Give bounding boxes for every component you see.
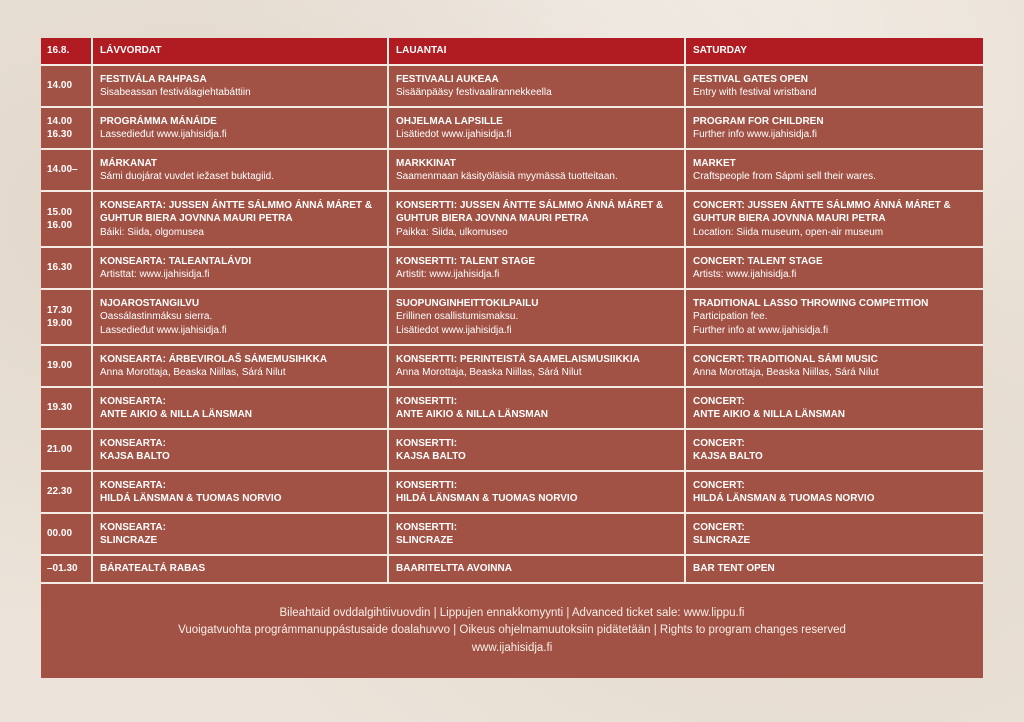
cell-sami: [93, 150, 389, 192]
cell-sami: [93, 66, 389, 108]
cell-sami: [93, 290, 389, 346]
schedule-row: [41, 248, 983, 290]
cell-sami: [93, 430, 389, 472]
event-details: Location: Siida museum, open-air museum: [693, 226, 884, 238]
event-title: MARKKINAT: [396, 157, 456, 169]
cell-sami: [93, 556, 389, 584]
event-details: Paikka: Siida, ulkomuseo: [396, 226, 508, 238]
cell-english: [686, 108, 983, 150]
event-details: Entry with festival wristband: [693, 87, 817, 98]
event-details: Sisabeassan festiválagiehtabáttiin: [100, 87, 251, 98]
event-title: KONSERTTI: JUSSEN ÁNTTE SÁLMMO ÁNNÁ MÁRET & GUHTUR BIERA JOVNNA MAURI PETRA: [396, 199, 664, 225]
event-details: Lassedieđut www.ijahisidja.fi: [100, 129, 227, 140]
cell-english: [686, 290, 983, 346]
event-details: Erillinen osallistumismaksu. Lisätiedot www.ijahisidja.fi: [396, 311, 519, 336]
event-title: KONSEARTA: SLINCRAZE: [100, 521, 166, 546]
event-details: Anna Morottaja, Beaska Niillas, Sárá Nilut: [693, 367, 879, 378]
event-title: CONCERT: HILDÁ LÄNSMAN & TUOMAS NORVIO: [693, 479, 875, 504]
cell-finnish: [389, 290, 686, 346]
schedule-sheet: [41, 38, 983, 678]
event-title: OHJELMAA LAPSILLE: [396, 115, 503, 127]
event-title: MARKET: [693, 157, 736, 169]
event-title: KONSERTTI: PERINTEISTÄ SAAMELAISMUSIIKKIA: [396, 353, 640, 365]
event-title: TRADITIONAL LASSO THROWING COMPETITION: [693, 297, 929, 309]
footer-note: [41, 584, 983, 678]
event-title: CONCERT: TRADITIONAL SÁMI MUSIC: [693, 353, 878, 365]
cell-english: [686, 430, 983, 472]
event-title: PROGRAM FOR CHILDREN: [693, 115, 824, 127]
event-title: FESTIVAL GATES OPEN: [693, 73, 809, 85]
event-title: BAR TENT OPEN: [693, 563, 775, 575]
cell-finnish: [389, 346, 686, 388]
event-details: Artisttat: www.ijahisidja.fi: [100, 269, 210, 280]
header-date: 16.8.: [41, 38, 93, 66]
header-english: SATURDAY: [686, 38, 983, 66]
schedule-row: [41, 108, 983, 150]
event-title: KONSEARTA: ÁRBEVIROLAŠ SÁMEMUSIHKKA: [100, 353, 328, 365]
row-time: 19.30: [41, 388, 93, 430]
schedule-row: [41, 346, 983, 388]
row-time: 16.30: [41, 248, 93, 290]
cell-finnish: [389, 388, 686, 430]
cell-english: [686, 248, 983, 290]
event-title: PROGRÁMMA MÁNÁIDE: [100, 115, 217, 127]
event-title: KONSERTTI: HILDÁ LÄNSMAN & TUOMAS NORVIO: [396, 479, 578, 504]
event-title: CONCERT: JUSSEN ÁNTTE SÁLMMO ÁNNÁ MÁRET & GUHTUR BIERA JOVNNA MAURI PETRA: [693, 199, 951, 225]
row-time: 14.00 16.30: [41, 108, 93, 150]
event-details: Artistit: www.ijahisidja.fi: [396, 269, 500, 280]
row-time: 17.30 19.00: [41, 290, 93, 346]
schedule-row: [41, 150, 983, 192]
cell-sami: [93, 514, 389, 556]
row-time: 15.00 16.00: [41, 192, 93, 248]
schedule-row: [41, 556, 983, 584]
cell-finnish: [389, 66, 686, 108]
event-details: Báiki: Siida, olgomusea: [100, 226, 204, 238]
event-details: Anna Morottaja, Beaska Niillas, Sárá Nilut: [396, 367, 582, 378]
event-title: CONCERT: KAJSA BALTO: [693, 437, 763, 462]
cell-sami: [93, 108, 389, 150]
event-title: KONSERTTI: KAJSA BALTO: [396, 437, 466, 462]
cell-english: [686, 150, 983, 192]
cell-finnish: [389, 192, 686, 248]
cell-finnish: [389, 514, 686, 556]
cell-sami: [93, 192, 389, 248]
footer-ticket-line: Bileahtaid ovddalgihtiivuovdin | Lippujen ennakkomyynti | Advanced ticket sale: www.lippu.fi: [279, 606, 745, 619]
event-title: KONSEARTA: KAJSA BALTO: [100, 437, 170, 462]
row-time: 19.00: [41, 346, 93, 388]
event-details: Participation fee. Further info at www.ijahisidja.fi: [693, 311, 829, 336]
event-title: KONSEARTA: HILDÁ LÄNSMAN & TUOMAS NORVIO: [100, 479, 282, 504]
header-sami: LÁVVORDAT: [93, 38, 389, 66]
event-title: BAARITELTTA AVOINNA: [396, 563, 512, 575]
schedule-row: [41, 472, 983, 514]
event-title: SUOPUNGINHEITTOKILPAILU: [396, 297, 539, 309]
row-time: 00.00: [41, 514, 93, 556]
cell-sami: [93, 388, 389, 430]
cell-finnish: [389, 472, 686, 514]
row-time: 22.30: [41, 472, 93, 514]
event-title: CONCERT: TALENT STAGE: [693, 255, 823, 267]
row-time: 14.00: [41, 66, 93, 108]
event-details: Artists: www.ijahisidja.fi: [693, 269, 797, 280]
event-title: NJOAROSTANGILVU: [100, 297, 200, 309]
cell-english: [686, 66, 983, 108]
schedule-row: [41, 430, 983, 472]
cell-english: [686, 514, 983, 556]
cell-english: [686, 472, 983, 514]
event-title: MÁRKANAT: [100, 157, 158, 169]
cell-sami: [93, 346, 389, 388]
schedule-row: [41, 290, 983, 346]
cell-finnish: [389, 108, 686, 150]
footer-rights-line: Vuoigatvuohta prográmmanuppástusaide doalahuvvo | Oikeus ohjelmamuutoksiin pidätetään | Rights to program changes reserved: [178, 624, 846, 637]
cell-sami: [93, 472, 389, 514]
cell-finnish: [389, 248, 686, 290]
schedule-row: [41, 192, 983, 248]
event-title: KONSEARTA: JUSSEN ÁNTTE SÁLMMO ÁNNÁ MÁRET & GUHTUR BIERA JOVNNA MAURI PETRA: [100, 199, 373, 225]
row-time: 21.00: [41, 430, 93, 472]
event-title: KONSEARTA: TALEANTALÁVDI: [100, 255, 252, 267]
event-title: FESTIVÁLA RAHPASA: [100, 73, 207, 85]
schedule-row: [41, 388, 983, 430]
cell-english: [686, 192, 983, 248]
event-details: Sámi duojárat vuvdet iežaset buktagiid.: [100, 171, 274, 182]
event-title: FESTIVAALI AUKEAA: [396, 73, 499, 85]
event-details: Craftspeople from Sápmi sell their wares.: [693, 171, 876, 182]
event-details: Saamenmaan käsityöläisiä myymässä tuotteitaan.: [396, 171, 618, 182]
cell-english: [686, 346, 983, 388]
event-title: BÁRATEALTÁ RABAS: [100, 563, 206, 575]
event-title: KONSERTTI: SLINCRAZE: [396, 521, 458, 546]
event-title: KONSERTTI: TALENT STAGE: [396, 255, 536, 267]
cell-english: [686, 388, 983, 430]
schedule-row: [41, 514, 983, 556]
event-details: Further info www.ijahisidja.fi: [693, 129, 817, 140]
cell-finnish: [389, 430, 686, 472]
cell-sami: [93, 248, 389, 290]
schedule-table: [41, 38, 983, 584]
schedule-row: [41, 66, 983, 108]
event-title: CONCERT: SLINCRAZE: [693, 521, 751, 546]
footer-website-link[interactable]: www.ijahisidja.fi: [471, 641, 553, 654]
cell-finnish: [389, 150, 686, 192]
event-details: Sisäänpääsy festivaalirannekkeella: [396, 87, 552, 98]
row-time: –01.30: [41, 556, 93, 584]
cell-english: [686, 556, 983, 584]
header-finnish: LAUANTAI: [389, 38, 686, 66]
event-details: Oassálastinmáksu sierra. Lassedieđut www.ijahisidja.fi: [100, 311, 227, 336]
event-title: CONCERT: ANTE AIKIO & NILLA LÄNSMAN: [693, 395, 846, 420]
cell-finnish: [389, 556, 686, 584]
event-title: KONSEARTA: ANTE AIKIO & NILLA LÄNSMAN: [100, 395, 253, 420]
header-row: [41, 38, 983, 66]
event-title: KONSERTTI: ANTE AIKIO & NILLA LÄNSMAN: [396, 395, 549, 420]
event-details: Lisätiedot www.ijahisidja.fi: [396, 129, 512, 140]
row-time: 14.00–: [41, 150, 93, 192]
event-details: Anna Morottaja, Beaska Niillas, Sárá Nilut: [100, 367, 286, 378]
